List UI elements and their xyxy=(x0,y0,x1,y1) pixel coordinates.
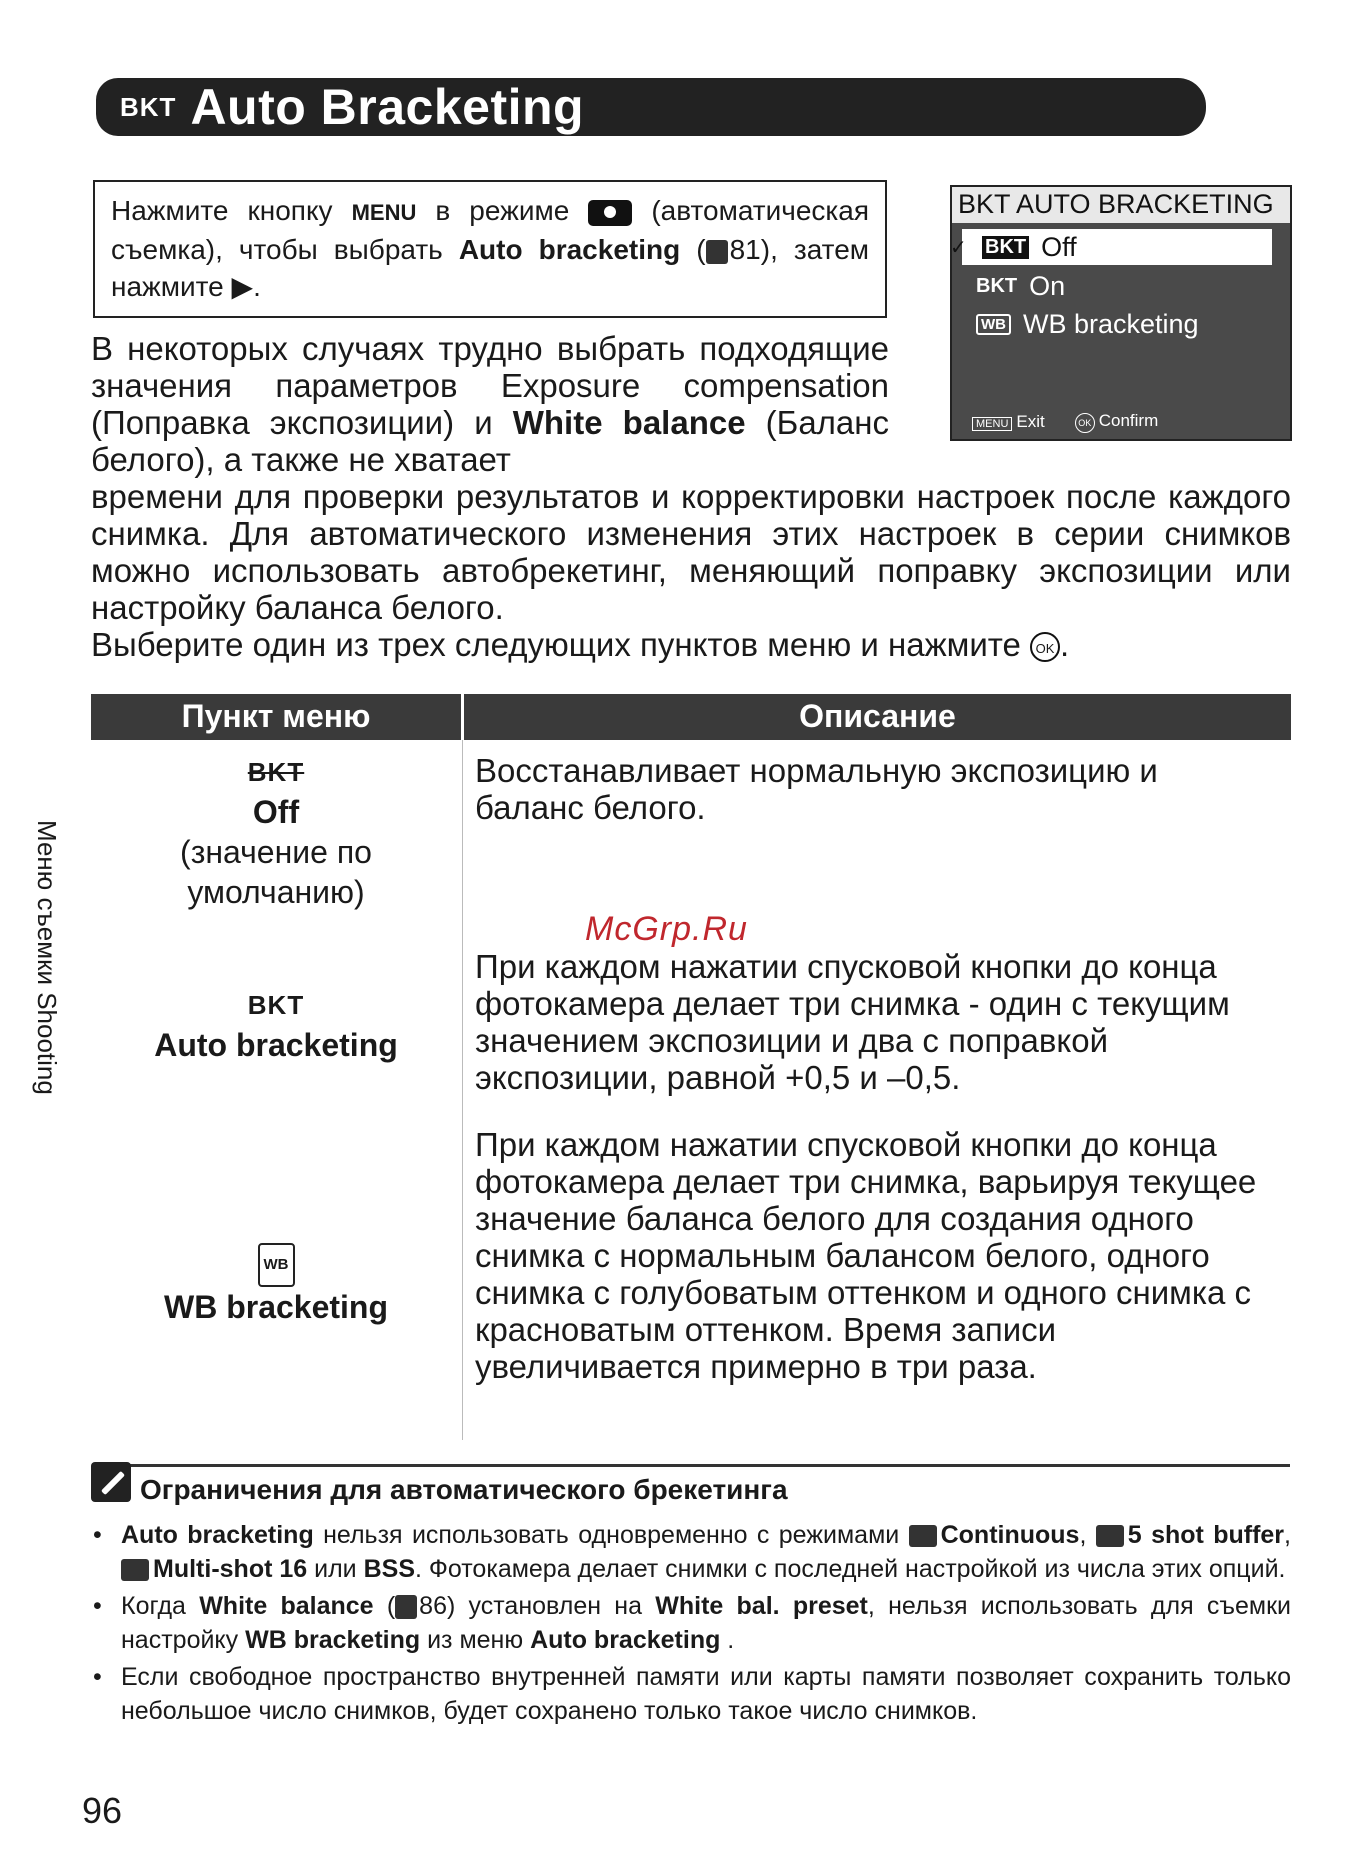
exit-label: Exit xyxy=(1016,412,1045,431)
bkt-icon: BKT xyxy=(120,91,177,122)
wb-symbol-icon: WB xyxy=(258,1243,295,1287)
table-column-divider xyxy=(462,740,463,1440)
item-default-note: (значение по умолчанию) xyxy=(180,834,372,910)
bkt-off-symbol: BKT xyxy=(247,757,305,787)
note-bold: WB bracketing xyxy=(245,1626,421,1654)
continuous-icon xyxy=(909,1525,937,1547)
note-bold: White balance xyxy=(199,1592,374,1620)
note-text: , xyxy=(1079,1521,1096,1549)
note-text: , xyxy=(1284,1521,1291,1549)
note-bold: Auto bracketing xyxy=(121,1521,314,1549)
notes-title: Ограничения для автоматического брекетинга xyxy=(140,1474,788,1505)
note-text: 86) установлен на xyxy=(419,1592,656,1620)
section-title-bar xyxy=(96,78,1206,136)
note-text: . Фотокамера делает снимки с последней настройкой из числа этих опций. xyxy=(415,1555,1286,1583)
screen-item-label: WB bracketing xyxy=(1023,309,1199,339)
table-header xyxy=(91,694,1291,740)
side-tab xyxy=(28,820,68,1160)
table-row-auto-item xyxy=(91,985,461,1065)
instr-end: . xyxy=(253,271,261,302)
bkt-symbol: BKT xyxy=(247,990,305,1020)
bkt-off-icon: BKT xyxy=(982,236,1029,259)
exit-hint xyxy=(972,412,1045,432)
screen-item-wb-bracketing[interactable] xyxy=(976,309,1199,340)
book-ref-icon xyxy=(706,240,728,264)
book-ref-icon xyxy=(395,1595,417,1619)
notes-rule xyxy=(122,1464,1290,1467)
item-name: Off xyxy=(252,794,300,830)
watermark: McGrp.Ru xyxy=(585,910,748,948)
item-name: Auto bracketing xyxy=(154,1027,398,1063)
instr-text-3: (автоматическая съемка), чтобы выбрать xyxy=(111,195,870,265)
check-icon: ✓ xyxy=(950,236,967,259)
screen-item-on[interactable] xyxy=(976,271,1065,302)
note-bold: Auto bracketing xyxy=(530,1626,721,1654)
table-row-wb-desc: При каждом нажатии спусковой кнопки до конца фотокамера делает три снимка, варьируя текущее значение баланса белого для создания одного снимка с нормальным балансом белого, одного снимка с голубоватым оттенком и одного снимка с красноватым оттенком. Время записи увеличивается примерно в три раза. xyxy=(475,1126,1257,1385)
instr-ref: 81), затем нажмите xyxy=(111,234,870,302)
screen-item-off[interactable] xyxy=(950,229,1272,265)
col-header-description: Описание xyxy=(799,698,956,734)
intro-bold: White balance xyxy=(512,404,746,441)
note-item-2 xyxy=(91,1589,1291,1657)
note-item-1 xyxy=(91,1518,1291,1586)
select-instruction: Выберите один из трех следующих пунктов меню и нажмите xyxy=(91,626,1021,663)
intro-text-tail: (Баланс белого), а также не хватает xyxy=(91,404,890,478)
arrow-right-icon: ▶ xyxy=(231,271,254,302)
ok-key-icon: OK xyxy=(1075,413,1095,433)
col-header-menu-item: Пункт меню xyxy=(181,698,371,734)
note-text: Когда xyxy=(121,1592,200,1620)
ok-button-icon: OK xyxy=(1030,632,1060,662)
screen-header: BKT AUTO BRACKETING xyxy=(952,187,1290,223)
page-title: Auto Bracketing xyxy=(190,79,585,135)
note-text: , нельзя использовать для съемки настройку xyxy=(121,1592,1292,1654)
item-name: WB bracketing xyxy=(163,1289,389,1325)
intro-paragraph-2: времени для проверки результатов и корректировки настроек после каждого снимка. Для автоматического изменения этих настроек в серии снимков можно использовать автобрекетинг, меняющий поправку экспозиции или настройку баланса белого. xyxy=(91,478,1291,626)
intro-text: В некоторых случаях трудно выбрать подходящие значения параметров Exposure compensation (Поправка экспозиции) и xyxy=(91,330,889,441)
camera-mode-icon xyxy=(588,200,632,226)
note-text: из меню xyxy=(420,1626,531,1654)
table-row-off-item xyxy=(91,752,461,912)
select-end: . xyxy=(1060,626,1070,663)
confirm-label: Confirm xyxy=(1098,411,1159,430)
confirm-hint xyxy=(1075,411,1159,433)
multi-shot-icon xyxy=(121,1559,149,1581)
instr-text-2: в режиме xyxy=(435,195,570,226)
notes-list xyxy=(91,1518,1291,1731)
note-bold: BSS xyxy=(363,1555,415,1583)
table-row-wb-item xyxy=(91,1238,461,1327)
note-bold: White bal. preset xyxy=(655,1592,868,1620)
five-shot-buffer-icon xyxy=(1096,1525,1124,1547)
note-text: ( xyxy=(373,1592,396,1620)
instruction-box xyxy=(93,180,887,318)
bkt-on-icon: BKT xyxy=(976,275,1018,297)
note-text: . xyxy=(720,1626,735,1654)
camera-menu-screen xyxy=(950,185,1292,441)
note-text: нельзя использовать одновременно с режимами xyxy=(313,1521,909,1549)
screen-item-label: On xyxy=(1029,271,1066,301)
note-bold: 5 shot buffer xyxy=(1127,1521,1285,1549)
instr-text-1: Нажмите кнопку xyxy=(111,195,333,226)
intro-paragraph-3 xyxy=(91,626,1291,663)
table-row-auto-desc: При каждом нажатии спусковой кнопки до конца фотокамера делает три снимка - один с текущим значением экспозиции и два с поправкой экспозиции, равной +0,5 и –0,5. xyxy=(475,948,1230,1096)
side-tab-label: Меню съемки Shooting xyxy=(32,820,62,1095)
menu-key-icon: MENU xyxy=(972,417,1012,431)
wb-icon: WB xyxy=(976,314,1011,335)
page-number: 96 xyxy=(82,1790,123,1831)
note-bold: Continuous xyxy=(940,1521,1080,1549)
screen-footer xyxy=(952,405,1290,439)
intro-paragraph-1 xyxy=(91,330,889,478)
menu-key-label: MENU xyxy=(351,200,417,225)
instr-paren: ( xyxy=(696,234,706,265)
pencil-note-icon xyxy=(91,1462,131,1502)
screen-item-label: Off xyxy=(1041,231,1077,262)
note-text: или xyxy=(307,1555,364,1583)
note-bold: Multi-shot 16 xyxy=(153,1555,308,1583)
note-item-3: • Если свободное пространство внутренней памяти или карты памяти позволяет сохранить только небольшое число снимков, будет сохранено только такое число снимков. xyxy=(91,1660,1291,1728)
instr-bold-option: Auto bracketing xyxy=(458,234,681,265)
table-row-off-desc: Восстанавливает нормальную экспозицию и баланс белого. xyxy=(475,752,1158,826)
